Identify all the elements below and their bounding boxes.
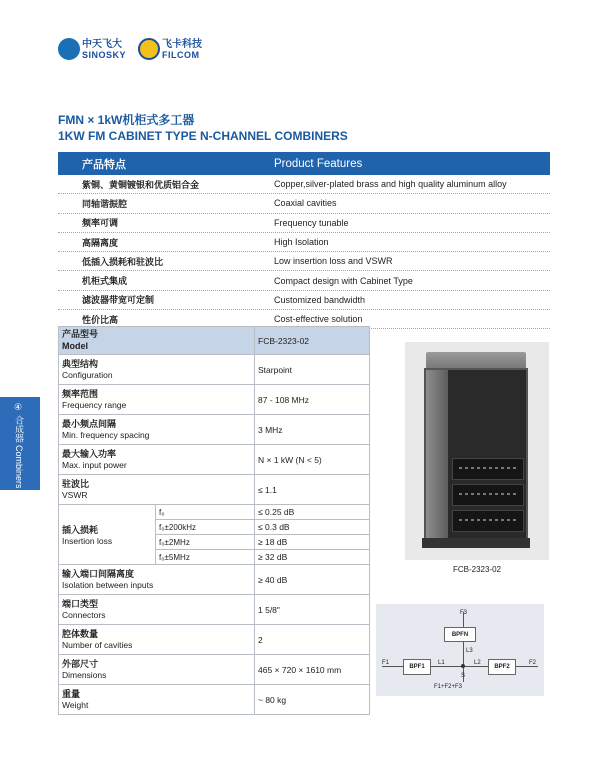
spec-table [58,326,370,715]
spec-label-cn: 输入端口间隔离度 [62,568,135,579]
filter-module [452,458,524,480]
brand-en-1: SINOSKY [82,50,127,60]
spec-label [59,655,255,685]
spec-label-en: Isolation between inputs [62,579,154,590]
filter-module [452,484,524,506]
feature-cn: 性价比高 [82,314,119,325]
spec-value: 2 [255,625,370,655]
spec-label [59,565,255,595]
insertion-label [59,505,156,565]
spec-label [59,475,255,505]
spec-label [59,595,255,625]
spec-row [59,655,370,685]
spec-label [59,445,255,475]
feature-row [58,252,550,271]
spec-label-en: Configuration [62,369,113,380]
spec-label-cn: 驻波比 [62,478,90,489]
spec-label-cn: 典型结构 [62,358,99,369]
insertion-value: ≤ 0.25 dB [255,505,370,520]
spec-label-en: Model [62,340,88,351]
feature-row [58,214,550,233]
spec-label-en: Connectors [62,609,106,620]
features-header [58,152,550,175]
feature-cn: 紫铜、黄铜镀银和优质铝合金 [82,179,200,190]
spec-row [59,475,370,505]
label-l2: L2 [474,660,481,666]
spec-row [59,355,370,385]
label-f3: F3 [460,610,468,616]
spec-value: ~ 80 kg [255,685,370,715]
spec-label-cn: 最大输入功率 [62,448,117,459]
insertion-row [59,505,370,520]
spec-value: Starpoint [255,355,370,385]
product-caption: FCB-2323-02 [452,565,502,574]
spec-value: ≤ 1.1 [255,475,370,505]
label-f1: F1 [382,660,390,666]
feature-cn: 低插入损耗和驻波比 [82,256,164,267]
spec-label [59,625,255,655]
spec-label-en: Frequency range [62,399,127,410]
feature-en: Customized bandwidth [274,294,366,305]
features-header-en: Product Features [274,157,363,170]
features-table [58,152,550,329]
label-l1: L1 [438,660,445,666]
cabinet-door [426,370,448,538]
cabinet-top [426,352,526,368]
block-diagram [376,604,544,696]
star-point [461,664,465,668]
spec-label [59,327,255,355]
spec-row [59,385,370,415]
feature-en: Compact design with Cabinet Type [274,275,413,286]
feature-en: Coaxial cavities [274,198,337,209]
cabinet-body [424,368,528,540]
feature-en: Low insertion loss and VSWR [274,256,393,267]
feature-en: Frequency tunable [274,217,349,228]
feature-row [58,233,550,252]
features-header-cn: 产品特点 [82,158,126,171]
spec-row [59,565,370,595]
page-title-en: 1KW FM CABINET TYPE N-CHANNEL COMBINERS [58,129,348,143]
spec-value: ≥ 40 dB [255,565,370,595]
brand-cn-1: 中天飞大 [82,39,122,50]
spec-label-en: Min. frequency spacing [62,429,150,440]
insertion-value: ≥ 32 dB [255,550,370,565]
insertion-value: ≥ 18 dB [255,535,370,550]
feature-row [58,271,550,290]
insertion-label-en: Insertion loss [62,536,113,546]
insertion-cond: f₀±200kHz [156,520,255,535]
bpfn-box: BPFN [444,627,476,642]
spec-value: 1 5/8" [255,595,370,625]
insertion-value: ≤ 0.3 dB [255,520,370,535]
insertion-label-cn: 插入损耗 [62,525,99,535]
feature-row [58,175,550,194]
spec-row [59,685,370,715]
spec-model-row [59,327,370,355]
label-s: S [461,673,466,679]
spec-value: FCB-2323-02 [255,327,370,355]
brand-en-2: FILCOM [162,50,200,60]
cabinet-base [422,538,530,548]
logo-area [58,38,228,64]
spec-value: N × 1 kW (N < 5) [255,445,370,475]
feature-en: Copper,silver-plated brass and high quality aluminum alloy [274,179,507,190]
section-tab[interactable] [0,397,40,490]
spec-label-cn: 产品型号 [62,329,99,340]
spec-label [59,685,255,715]
label-l3: L3 [466,648,473,654]
spec-row [59,595,370,625]
spec-value: 87 - 108 MHz [255,385,370,415]
cabinet-image [418,352,532,550]
bpf1-box: BPF1 [403,659,431,675]
filter-module [452,510,524,532]
insertion-cond: f₀ [156,505,255,520]
feature-row [58,291,550,310]
spec-label [59,385,255,415]
feature-cn: 滤波器带宽可定制 [82,295,155,306]
brand-cn-2: 飞卡科技 [162,39,202,50]
feature-row [58,194,550,213]
feature-cn: 频率可调 [82,218,119,229]
spec-label [59,355,255,385]
spec-label-en: Weight [62,699,89,710]
section-tab-label: ④ 合成器 Combiners [14,403,24,489]
spec-label-cn: 腔体数量 [62,628,99,639]
bpf2-box: BPF2 [488,659,516,675]
insertion-cond: f₀±2MHz [156,535,255,550]
feature-cn: 同轴谐振腔 [82,198,128,209]
spec-row [59,415,370,445]
label-output: F1+F2+F3 [434,684,463,690]
spec-row [59,625,370,655]
spec-row [59,445,370,475]
spec-label-cn: 频率范围 [62,388,99,399]
spec-label-en: Max. input power [62,459,127,470]
label-f2: F2 [529,660,537,666]
page-title-cn: FMN × 1kW机柜式多工器 [58,113,195,127]
spec-label-cn: 端口类型 [62,598,99,609]
feature-cn: 高隔离度 [82,237,119,248]
spec-label-en: Number of cavities [62,639,133,650]
spec-label-en: Dimensions [62,669,107,680]
insertion-cond: f₀±5MHz [156,550,255,565]
spec-label [59,415,255,445]
sinosky-logo-icon [58,38,80,60]
vertical-line [463,612,464,682]
spec-label-en: VSWR [62,489,88,500]
feature-cn: 机柜式集成 [82,276,128,287]
spec-value: 3 MHz [255,415,370,445]
feature-en: High Isolation [274,237,329,248]
spec-value: 465 × 720 × 1610 mm [255,655,370,685]
filcom-logo-icon [138,38,160,60]
feature-en: Cost-effective solution [274,314,363,325]
spec-label-cn: 外部尺寸 [62,658,99,669]
spec-label-cn: 重量 [62,688,81,699]
spec-label-cn: 最小频点间隔 [62,418,117,429]
